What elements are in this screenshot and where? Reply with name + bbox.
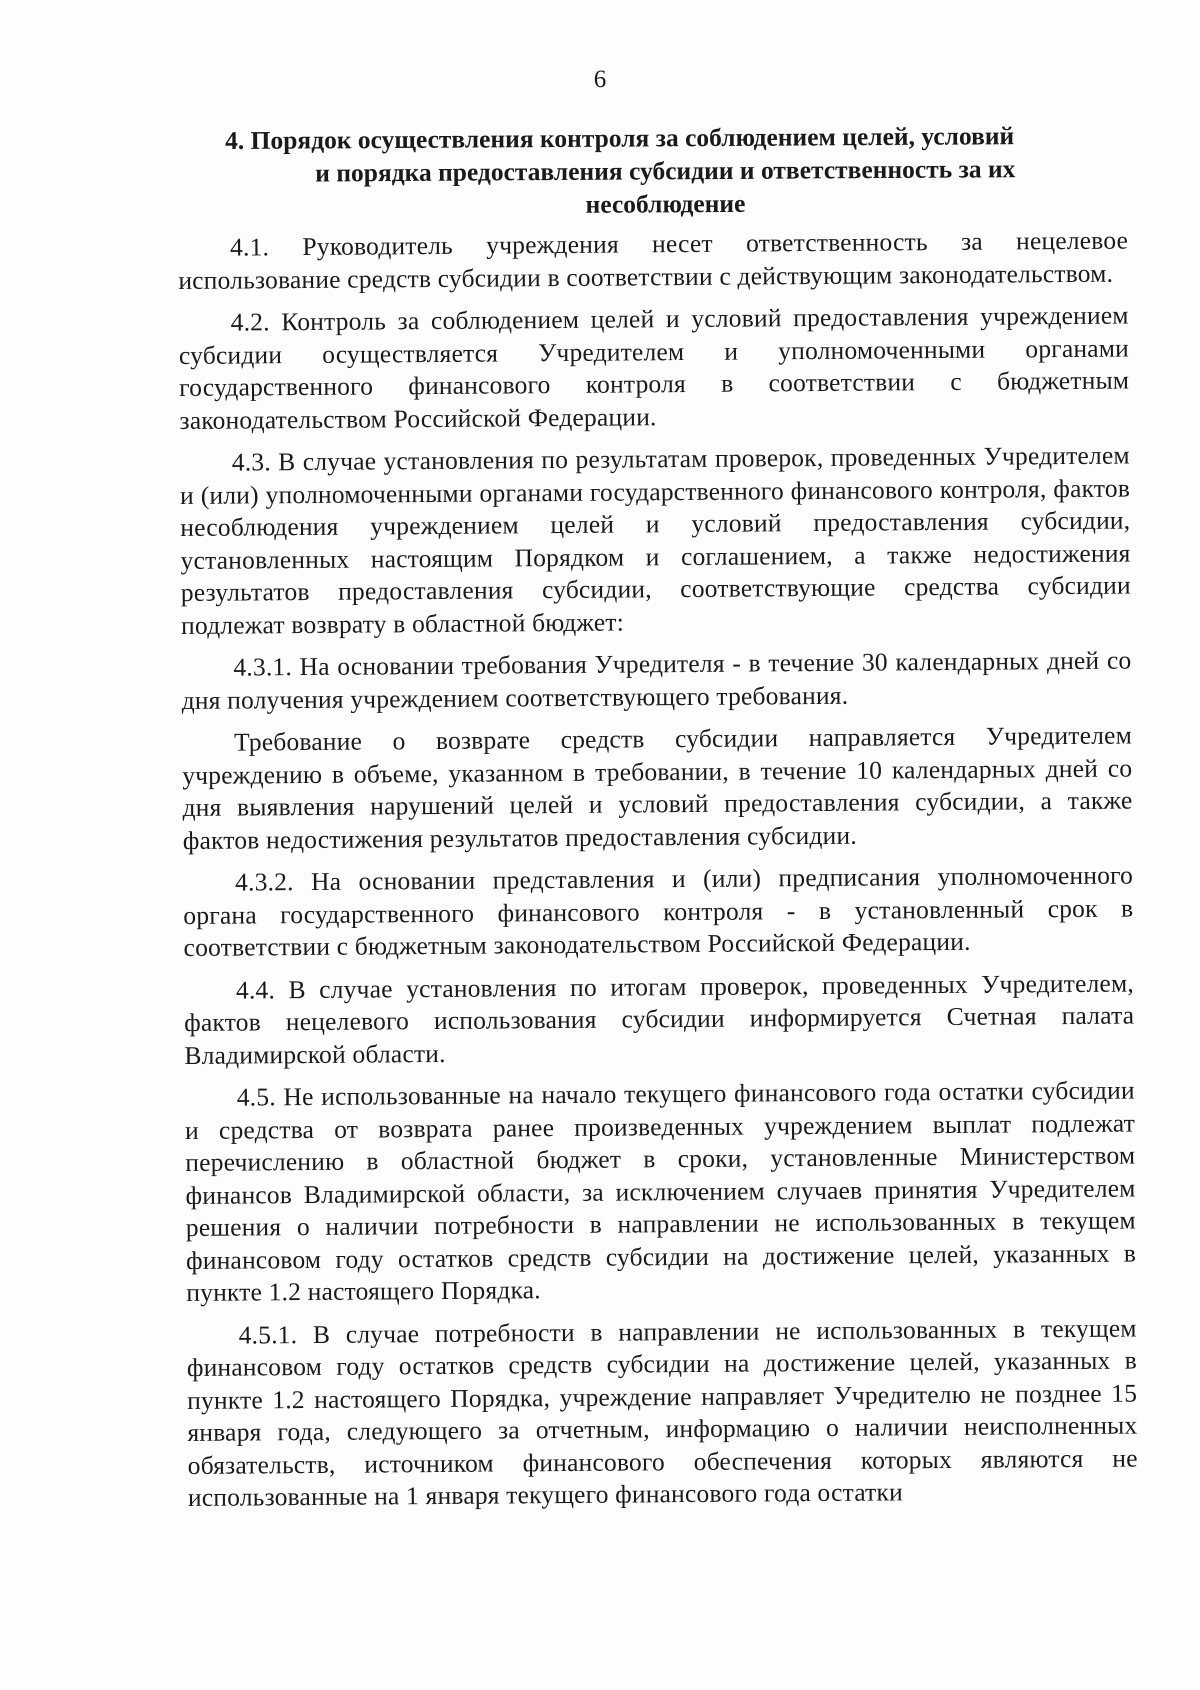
section-heading-line: 4. Порядок осуществления контроля за соблюдением целей, условий (225, 121, 1015, 155)
paragraph-4-3-1: 4.3.1. На основании требования Учредителя - в течение 30 календарных дней со дня получения учреждением соответствующего требования. (181, 645, 1132, 715)
paragraph-4-3: 4.3. В случае установления по результатам проверок, проведенных Учредителем и (или) уполномоченными органами государственного финансового контроля, фактов несоблюдения учреждением целей и условий предоставления субсидии, установленных настоящим Порядком и соглашением, а также недостижения результатов предоставления субсидии, соответствующие средства субсидии подлежат возврату в областной бюджет: (179, 440, 1131, 640)
paragraph-4-4: 4.4. В случае установления по итогам проверок, проведенных Учредителем, фактов нецелевого использования субсидии информируется Счетная палата Владимирской области. (184, 968, 1135, 1070)
page-number: 6 (593, 66, 607, 93)
paragraph-4-3-2: 4.3.2. На основании представления и (или) предписания уполномоченного органа государственного финансового контроля - в установленный срок в соответствии с бюджетным законодательством Российской Федерации. (183, 860, 1134, 962)
section-heading (225, 119, 1106, 223)
paragraph-4-1: 4.1. Руководитель учреждения несет ответственность за нецелевое использование средств субсидии в соответствии с действующим законодательством. (178, 225, 1129, 295)
paragraph-4-2: 4.2. Контроль за соблюдением целей и условий предоставления учреждением субсидии осуществляется Учредителем и уполномоченными органами государственного финансового контроля в соответствии с бюджетным законодательством Российской Федерации. (178, 300, 1130, 435)
paragraph-4-5-1: 4.5.1. В случае потребности в направлении не использованных в текущем финансовом году остатков средств субсидии на достижение целей, указанных в пункте 1.2 настоящего Порядка, учреждение направляет Учредителю не позднее 15 января года, следующего за отчетным, информацию о наличии неисполненных обязательств, источником финансового обеспечения которых являются не использованные на 1 января текущего финансового года остатки (186, 1313, 1138, 1512)
paragraph-4-5: 4.5. Не использованные на начало текущего финансового года остатки субсидии и средства от возврата ранее произведенных учреждением выплат подлежат перечислению в областной бюджет в сроки, установленные Министерством финансов Владимирской области, за исключением случаев принятия Учредителем решения о наличии потребности в направлении не использованных в текущем финансовом году остатков средств субсидии на достижение целей, указанных в пункте 1.2 настоящего Порядка. (184, 1075, 1137, 1307)
document-body (178, 225, 1138, 1525)
paragraph-refund-demand: Требование о возврате средств субсидии направляется Учредителем учреждению в объеме, указанном в требовании, в течение 10 календарных дней со дня выявления нарушений целей и условий предоставления субсидии, а также фактов недостижения результатов предоставления субсидии. (182, 720, 1133, 855)
section-heading-line: и порядка предоставления субсидии и ответственность за их (315, 154, 1016, 188)
section-heading-line: несоблюдение (585, 188, 746, 219)
